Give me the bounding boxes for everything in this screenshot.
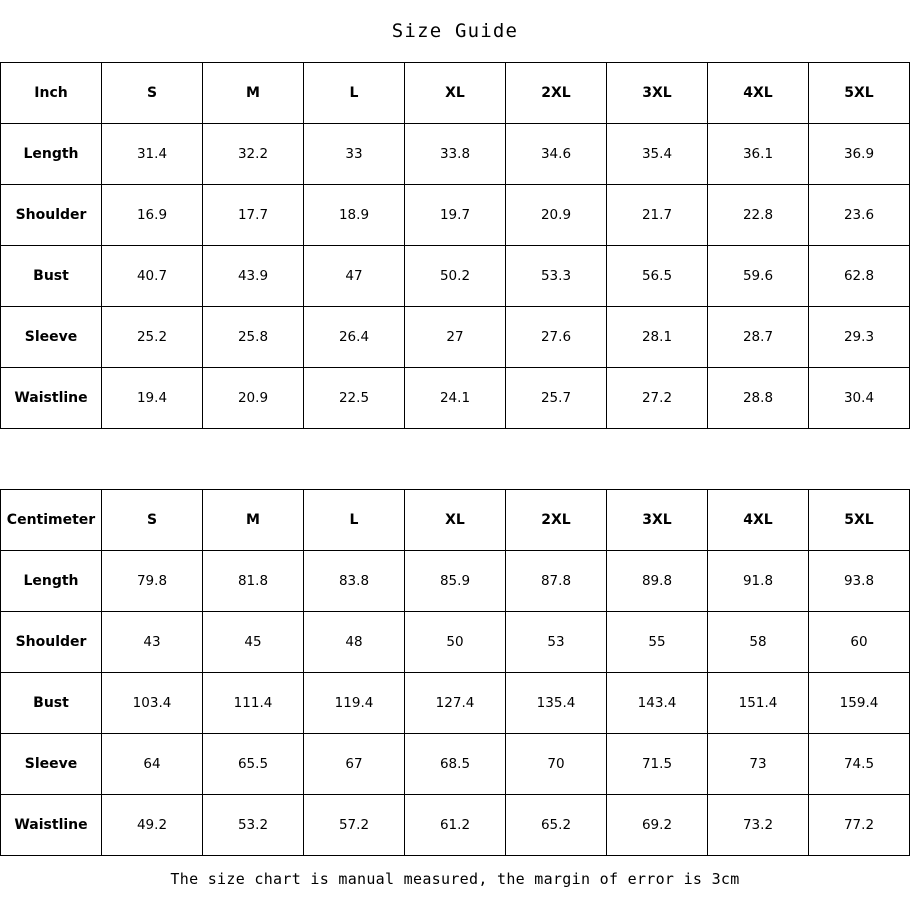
table-cell: 27	[405, 307, 506, 368]
column-header-m: M	[203, 490, 304, 551]
table-cell: 28.7	[708, 307, 809, 368]
row-label: Waistline	[1, 368, 102, 429]
page-title: Size Guide	[391, 20, 519, 42]
table-cell: 30.4	[809, 368, 910, 429]
row-label: Sleeve	[1, 734, 102, 795]
table-cell: 32.2	[203, 124, 304, 185]
table-cell: 24.1	[405, 368, 506, 429]
table-cell: 50	[405, 612, 506, 673]
column-header-xl: XL	[405, 63, 506, 124]
table-cell: 26.4	[304, 307, 405, 368]
table-cell: 53	[506, 612, 607, 673]
table-cell: 127.4	[405, 673, 506, 734]
table-cell: 69.2	[607, 795, 708, 856]
table-header-row	[1, 490, 910, 551]
table-row	[1, 673, 910, 734]
table-cell: 59.6	[708, 246, 809, 307]
table-cell: 57.2	[304, 795, 405, 856]
column-header-2xl: 2XL	[506, 63, 607, 124]
table-cell: 83.8	[304, 551, 405, 612]
table-cell: 33	[304, 124, 405, 185]
table-cell: 49.2	[102, 795, 203, 856]
column-header-4xl: 4XL	[708, 63, 809, 124]
table-cell: 40.7	[102, 246, 203, 307]
table-cell: 53.2	[203, 795, 304, 856]
table-cell: 20.9	[506, 185, 607, 246]
column-header-5xl: 5XL	[809, 490, 910, 551]
row-label: Bust	[1, 673, 102, 734]
table-cell: 27.6	[506, 307, 607, 368]
column-header-2xl: 2XL	[506, 490, 607, 551]
row-label: Length	[1, 124, 102, 185]
table-cell: 60	[809, 612, 910, 673]
table-cell: 22.8	[708, 185, 809, 246]
table-cell: 71.5	[607, 734, 708, 795]
unit-label: Centimeter	[1, 490, 102, 551]
table-cell: 35.4	[607, 124, 708, 185]
table-cell: 17.7	[203, 185, 304, 246]
table-cell: 73.2	[708, 795, 809, 856]
table-cell: 159.4	[809, 673, 910, 734]
table-cell: 34.6	[506, 124, 607, 185]
table-row	[1, 734, 910, 795]
table-cell: 43.9	[203, 246, 304, 307]
table-cell: 64	[102, 734, 203, 795]
column-header-s: S	[102, 63, 203, 124]
table-cell: 61.2	[405, 795, 506, 856]
table-cell: 87.8	[506, 551, 607, 612]
table-cell: 25.2	[102, 307, 203, 368]
table-row	[1, 246, 910, 307]
table-cell: 29.3	[809, 307, 910, 368]
measurement-disclaimer: The size chart is manual measured, the margin of error is 3cm	[170, 869, 740, 888]
column-header-4xl: 4XL	[708, 490, 809, 551]
column-header-m: M	[203, 63, 304, 124]
row-label: Length	[1, 551, 102, 612]
table-cell: 28.1	[607, 307, 708, 368]
table-cell: 19.4	[102, 368, 203, 429]
table-cell: 28.8	[708, 368, 809, 429]
table-cell: 31.4	[102, 124, 203, 185]
table-cell: 89.8	[607, 551, 708, 612]
table-cell: 21.7	[607, 185, 708, 246]
table-cell: 47	[304, 246, 405, 307]
table-cell: 85.9	[405, 551, 506, 612]
table-cell: 20.9	[203, 368, 304, 429]
table-cell: 70	[506, 734, 607, 795]
table-cell: 74.5	[809, 734, 910, 795]
table-cell: 81.8	[203, 551, 304, 612]
table-cell: 103.4	[102, 673, 203, 734]
table-cell: 23.6	[809, 185, 910, 246]
unit-label: Inch	[1, 63, 102, 124]
column-header-l: L	[304, 63, 405, 124]
table-cell: 53.3	[506, 246, 607, 307]
table-cell: 119.4	[304, 673, 405, 734]
column-header-s: S	[102, 490, 203, 551]
table-cell: 22.5	[304, 368, 405, 429]
row-label: Bust	[1, 246, 102, 307]
table-cell: 50.2	[405, 246, 506, 307]
table-row	[1, 368, 910, 429]
column-header-5xl: 5XL	[809, 63, 910, 124]
table-row	[1, 185, 910, 246]
table-row	[1, 124, 910, 185]
table-cell: 36.1	[708, 124, 809, 185]
column-header-3xl: 3XL	[607, 490, 708, 551]
row-label: Shoulder	[1, 185, 102, 246]
table-cell: 65.2	[506, 795, 607, 856]
table-cell: 43	[102, 612, 203, 673]
table-cell: 143.4	[607, 673, 708, 734]
table-cell: 25.7	[506, 368, 607, 429]
table-cell: 27.2	[607, 368, 708, 429]
table-cell: 93.8	[809, 551, 910, 612]
column-header-l: L	[304, 490, 405, 551]
table-cell: 151.4	[708, 673, 809, 734]
table-cell: 68.5	[405, 734, 506, 795]
table-spacer	[0, 429, 910, 489]
row-label: Waistline	[1, 795, 102, 856]
table-cell: 62.8	[809, 246, 910, 307]
table-cell: 25.8	[203, 307, 304, 368]
table-row	[1, 795, 910, 856]
row-label: Sleeve	[1, 307, 102, 368]
table-cell: 36.9	[809, 124, 910, 185]
table-cell: 55	[607, 612, 708, 673]
table-cell: 67	[304, 734, 405, 795]
table-cell: 91.8	[708, 551, 809, 612]
table-row	[1, 612, 910, 673]
size-table-inch	[0, 62, 910, 429]
table-cell: 79.8	[102, 551, 203, 612]
table-row	[1, 307, 910, 368]
row-label: Shoulder	[1, 612, 102, 673]
table-cell: 45	[203, 612, 304, 673]
table-cell: 73	[708, 734, 809, 795]
size-table-centimeter	[0, 489, 910, 856]
table-cell: 56.5	[607, 246, 708, 307]
column-header-3xl: 3XL	[607, 63, 708, 124]
table-cell: 135.4	[506, 673, 607, 734]
table-cell: 48	[304, 612, 405, 673]
table-row	[1, 551, 910, 612]
table-cell: 16.9	[102, 185, 203, 246]
table-cell: 58	[708, 612, 809, 673]
table-cell: 19.7	[405, 185, 506, 246]
table-cell: 65.5	[203, 734, 304, 795]
table-header-row	[1, 63, 910, 124]
table-cell: 33.8	[405, 124, 506, 185]
table-cell: 18.9	[304, 185, 405, 246]
table-cell: 77.2	[809, 795, 910, 856]
column-header-xl: XL	[405, 490, 506, 551]
table-cell: 111.4	[203, 673, 304, 734]
